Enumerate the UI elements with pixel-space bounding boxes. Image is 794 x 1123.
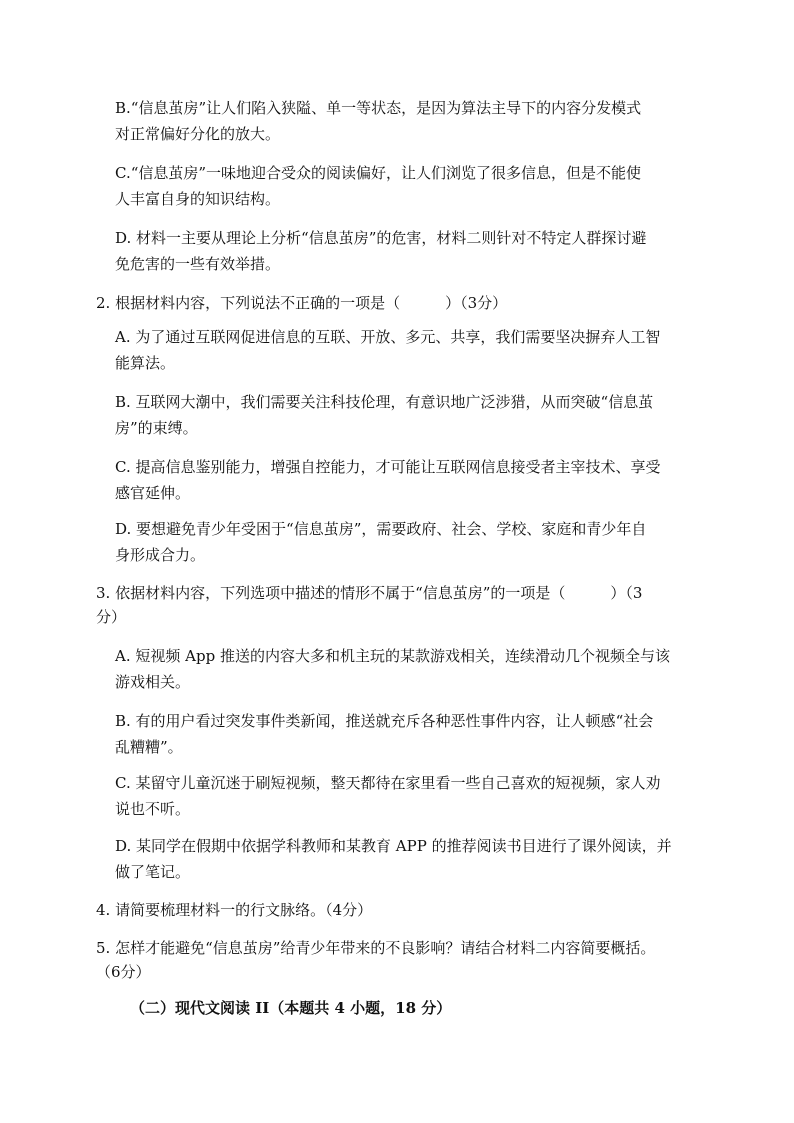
q2-option-c-line2: 感官延伸。	[115, 484, 191, 502]
q5-stem-line2: （6分）	[96, 963, 151, 981]
q1-option-b-line2: 对正常偏好分化的放大。	[115, 125, 281, 143]
q3-option-a-line1: A. 短视频 App 推送的内容大多和机主玩的某款游戏相关，连续滑动几个视频全与该	[115, 647, 670, 665]
q3-option-a-line2: 游戏相关。	[115, 673, 191, 691]
q2-option-b-line1: B. 互联网大潮中，我们需要关注科技伦理，有意识地广泛涉猎，从而突破“信息茧	[115, 393, 654, 411]
q5-stem-line1: 5. 怎样才能避免“信息茧房”给青少年带来的不良影响？请结合材料二内容简要概括。	[96, 939, 656, 957]
q3-option-c-line2: 说也不听。	[115, 800, 191, 818]
q2-option-a-line2: 能算法。	[115, 354, 176, 372]
q2-stem: 2. 根据材料内容，下列说法不正确的一项是（ ）（3分）	[96, 294, 508, 312]
q3-option-d-line1: D. 某同学在假期中依据学科教师和某教育 APP 的推荐阅读书目进行了课外阅读，并	[115, 837, 672, 855]
q3-stem-line2: 分）	[96, 608, 127, 626]
q1-option-c-line2: 人丰富自身的知识结构。	[115, 190, 281, 208]
section-heading: （二）现代文阅读 II（本题共 4 小题，18 分）	[130, 999, 452, 1017]
q3-option-d-line2: 做了笔记。	[115, 863, 191, 881]
q3-option-b-line2: 乱糟糟”。	[115, 738, 183, 756]
q4-stem: 4. 请简要梳理材料一的行文脉络。（4分）	[96, 901, 373, 919]
q2-option-d-line1: D. 要想避免青少年受困于“信息茧房”，需要政府、社会、学校、家庭和青少年自	[115, 520, 647, 538]
q3-option-c-line1: C. 某留守儿童沉迷于刷短视频，整天都待在家里看一些自己喜欢的短视频，家人劝	[115, 774, 661, 792]
q2-option-b-line2: 房”的束缚。	[115, 419, 198, 437]
q2-option-c-line1: C. 提高信息鉴别能力，增强自控能力，才可能让互联网信息接受者主宰技术、享受	[115, 458, 661, 476]
q1-option-d-line1: D. 材料一主要从理论上分析“信息茧房”的危害，材料二则针对不特定人群探讨避	[115, 229, 647, 247]
q2-option-d-line2: 身形成合力。	[115, 546, 206, 564]
q1-option-c-line1: C.“信息茧房”一味地迎合受众的阅读偏好，让人们浏览了很多信息，但是不能使	[115, 164, 642, 182]
q2-option-a-line1: A. 为了通过互联网促进信息的互联、开放、多元、共享，我们需要坚决摒弃人工智	[115, 328, 661, 346]
q3-option-b-line1: B. 有的用户看过突发事件类新闻，推送就充斥各种恶性事件内容，让人顿感“社会	[115, 712, 654, 730]
q3-stem-line1: 3. 依据材料内容，下列选项中描述的情形不属于“信息茧房”的一项是（ ）（3	[96, 584, 643, 602]
q1-option-b-line1: B.“信息茧房”让人们陷入狭隘、单一等状态，是因为算法主导下的内容分发模式	[115, 99, 642, 117]
q1-option-d-line2: 免危害的一些有效举措。	[115, 255, 281, 273]
